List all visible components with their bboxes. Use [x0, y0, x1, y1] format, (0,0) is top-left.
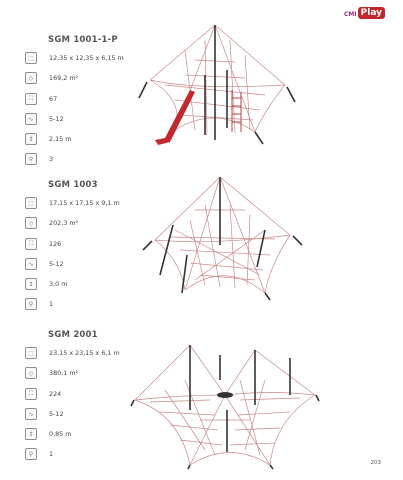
area-icon: ◇	[25, 217, 37, 229]
spec-value: 0,85 m	[49, 430, 72, 438]
spec-value: 380,1 m²	[49, 369, 79, 377]
spec-value: 3,0 m	[49, 280, 68, 288]
product-illustration-sgm-2001	[130, 340, 320, 470]
age-icon: ∿	[25, 408, 37, 420]
product-sgm-1003	[0, 180, 403, 330]
spec-value: 67	[49, 95, 58, 103]
fall-height-icon: ⚲	[25, 298, 37, 310]
spec-value: 2,15 m	[49, 135, 72, 143]
product-sgm-2001	[0, 330, 403, 480]
height-icon: ↕	[25, 133, 37, 145]
spec-row-dimensions	[25, 346, 120, 360]
product-title: SGM 1003	[48, 180, 98, 190]
spec-value: 23,15 x 23,15 x 6,1 m	[49, 349, 120, 357]
spec-row-age	[25, 112, 64, 126]
spec-row-fall-height	[25, 297, 53, 311]
spec-value: 5-12	[49, 410, 64, 418]
spec-row-height	[25, 277, 67, 291]
spec-value: 17,15 x 17,15 x 9,1 m	[49, 199, 120, 207]
dimensions-icon: ⬚	[25, 347, 37, 359]
users-icon: ⛶	[25, 388, 37, 400]
spec-value: 3	[49, 155, 54, 163]
spec-row-area	[25, 366, 78, 380]
spec-row-height	[25, 427, 72, 441]
fall-height-icon: ⚲	[25, 153, 37, 165]
spec-value: 126	[49, 240, 62, 248]
spec-row-fall-height	[25, 447, 53, 461]
spec-value: 12,35 x 12,35 x 6,15 m	[49, 54, 124, 62]
product-illustration-sgm-1003	[135, 175, 310, 305]
product-title: SGM 2001	[48, 330, 98, 340]
users-icon: ⛶	[25, 93, 37, 105]
spec-value: 202,3 m²	[49, 219, 79, 227]
brand-prefix: CMI	[344, 11, 357, 18]
brand-name: Play	[358, 7, 385, 19]
spec-value: 5-12	[49, 115, 64, 123]
product-illustration-sgm-1001	[135, 20, 310, 150]
area-icon: ◇	[25, 367, 37, 379]
spec-value: 5-12	[49, 260, 64, 268]
age-icon: ∿	[25, 113, 37, 125]
spec-row-age	[25, 407, 64, 421]
spec-value: 224	[49, 390, 62, 398]
dimensions-icon: ⬚	[25, 197, 37, 209]
spec-value: 169,2 m²	[49, 74, 79, 82]
spec-row-dimensions	[25, 51, 124, 65]
fall-height-icon: ⚲	[25, 448, 37, 460]
spec-row-users	[25, 237, 61, 251]
brand-logo	[344, 7, 385, 19]
area-icon: ◇	[25, 72, 37, 84]
age-icon: ∿	[25, 258, 37, 270]
spec-row-users	[25, 92, 57, 106]
spec-row-fall-height	[25, 152, 53, 166]
product-sgm-1001	[0, 35, 403, 185]
spec-row-dimensions	[25, 196, 120, 210]
height-icon: ↕	[25, 428, 37, 440]
height-icon: ↕	[25, 278, 37, 290]
dimensions-icon: ⬚	[25, 52, 37, 64]
page-number: 203	[370, 460, 381, 466]
users-icon: ⛶	[25, 238, 37, 250]
spec-row-area	[25, 216, 78, 230]
spec-row-age	[25, 257, 64, 271]
spec-value: 1	[49, 300, 54, 308]
spec-row-height	[25, 132, 72, 146]
product-title: SGM 1001-1-P	[48, 35, 118, 45]
spec-row-area	[25, 71, 78, 85]
spec-value: 1	[49, 450, 54, 458]
spec-row-users	[25, 387, 61, 401]
